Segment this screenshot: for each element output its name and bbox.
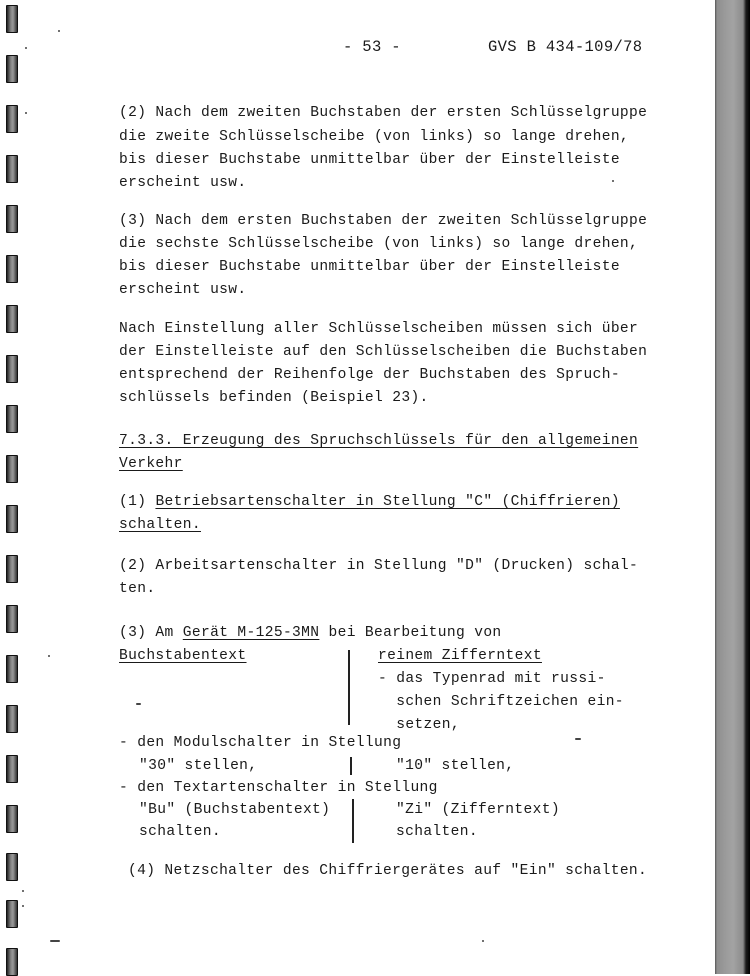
binder-hole	[6, 355, 18, 383]
binder-hole	[6, 205, 18, 233]
right-typewheel-line: schen Schriftzeichen ein-	[378, 694, 624, 710]
left-column-header: Buchstabentext	[119, 648, 247, 664]
binder-hole	[6, 305, 18, 333]
scan-speck	[22, 905, 24, 907]
scan-speck	[575, 738, 581, 740]
text-line: die zweite Schlüsselscheibe (von links) so lange drehen,	[119, 129, 630, 145]
scan-speck	[48, 655, 50, 657]
binder-hole	[6, 555, 18, 583]
text-line: Nach Einstellung aller Schlüsselscheiben müssen sich über	[119, 321, 639, 337]
textart-right-value: "Zi" (Zifferntext)	[396, 802, 560, 818]
step4-line: (4) Netzschalter des Chiffriergerätes auf "Ein" schalten.	[128, 863, 648, 879]
right-typewheel-line: setzen,	[378, 717, 460, 733]
binder-hole	[6, 705, 18, 733]
text-line: der Einstelleiste auf den Schlüsselscheiben die Buchstaben	[119, 344, 648, 360]
section-heading-line: 7.3.3. Erzeugung des Spruchschlüssels für den allgemeinen	[119, 433, 639, 449]
text-line: erscheint usw.	[119, 282, 247, 298]
binder-hole	[6, 655, 18, 683]
modul-right-value: "10" stellen,	[396, 758, 515, 774]
column-divider	[348, 650, 350, 725]
binder-hole	[6, 455, 18, 483]
binder-hole	[6, 900, 18, 928]
step-number: (1)	[119, 494, 156, 510]
step1-underlined-text: Betriebsartenschalter in Stellung "C" (Chiffrieren)	[155, 494, 620, 510]
textart-switch-line: - den Textartenschalter in Stellung	[119, 780, 438, 796]
binder-hole	[6, 805, 18, 833]
step-number: (3) Am	[119, 625, 183, 641]
step3-line1	[119, 624, 502, 642]
scan-edge-shadow	[715, 0, 750, 974]
scan-speck	[25, 47, 27, 49]
device-name: Gerät M-125-3MN	[182, 625, 320, 641]
text-line: bis dieser Buchstabe unmittelbar über der Einstelleiste	[119, 152, 620, 168]
step2-line1: (2) Arbeitsartenschalter in Stellung "D" (Drucken) schal-	[119, 558, 639, 574]
binder-hole	[6, 505, 18, 533]
text-line: erscheint usw.	[119, 175, 247, 191]
modul-switch-line: - den Modulschalter in Stellung	[119, 735, 402, 751]
binder-hole	[6, 105, 18, 133]
scan-speck	[22, 890, 24, 892]
textart-left-action: schalten.	[139, 824, 221, 840]
text-line: entsprechend der Reihenfolge der Buchstaben des Spruch-	[119, 367, 620, 383]
text-line: die sechste Schlüsselscheibe (von links) so lange drehen,	[119, 236, 639, 252]
binder-hole	[6, 605, 18, 633]
text-line: schlüssels befinden (Beispiel 23).	[119, 390, 429, 406]
right-typewheel-line: - das Typenrad mit russi-	[378, 671, 606, 687]
step3-suffix: bei Bearbeitung von	[319, 625, 502, 641]
binder-hole	[6, 5, 18, 33]
column-divider	[350, 757, 352, 775]
scan-speck	[58, 30, 60, 32]
text-line: bis dieser Buchstabe unmittelbar über der Einstelleiste	[119, 259, 620, 275]
binder-hole	[6, 755, 18, 783]
scan-speck	[136, 703, 141, 705]
textart-right-action: schalten.	[396, 824, 478, 840]
binder-hole	[6, 405, 18, 433]
column-divider	[352, 799, 354, 843]
document-reference: GVS B 434-109/78	[488, 38, 643, 56]
step1-line2: schalten.	[119, 517, 201, 533]
step1-line1	[119, 493, 620, 511]
textart-left-value: "Bu" (Buchstabentext)	[139, 802, 331, 818]
binder-hole	[6, 948, 18, 976]
modul-left-value: "30" stellen,	[139, 758, 258, 774]
page-number: - 53 -	[343, 38, 401, 56]
text-line: (2) Nach dem zweiten Buchstaben der ersten Schlüsselgruppe	[119, 105, 648, 121]
section-heading-line: Verkehr	[119, 456, 183, 472]
scan-speck	[50, 940, 60, 942]
right-column-header: reinem Zifferntext	[378, 648, 542, 664]
binder-hole	[6, 155, 18, 183]
scan-speck	[612, 180, 614, 182]
scan-speck	[482, 940, 484, 942]
binder-hole	[6, 255, 18, 283]
binder-hole	[6, 55, 18, 83]
scan-speck	[25, 112, 27, 114]
step2-line2: ten.	[119, 581, 156, 597]
text-line: (3) Nach dem ersten Buchstaben der zweiten Schlüsselgruppe	[119, 213, 648, 229]
binder-hole	[6, 853, 18, 881]
